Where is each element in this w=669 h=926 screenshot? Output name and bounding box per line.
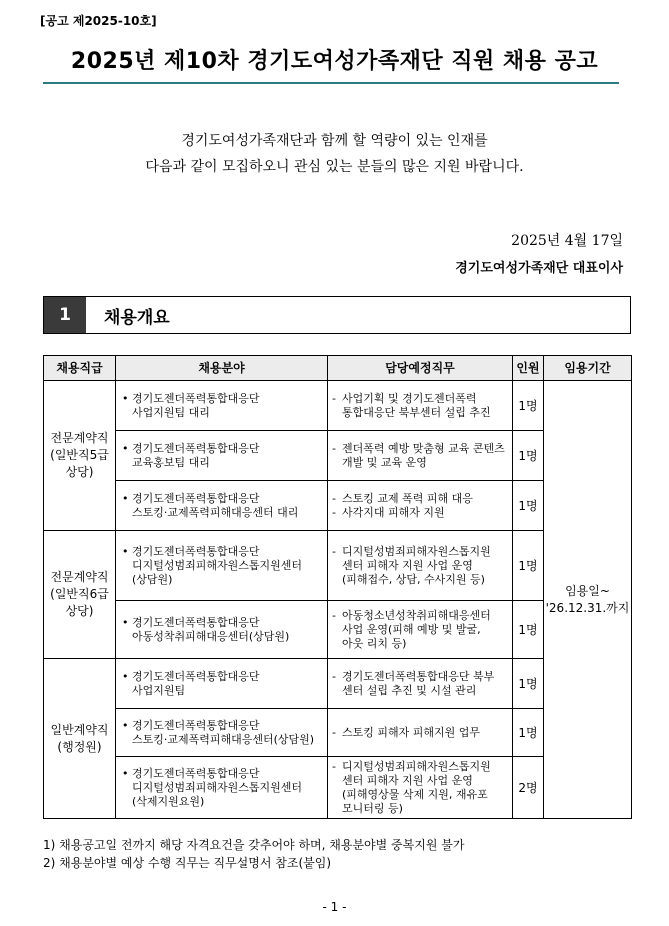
field-cell <box>116 381 328 431</box>
field-cell <box>116 659 328 709</box>
dash-marker: - <box>332 441 336 455</box>
text-line: 경기도젠더폭력통합대응단 <box>132 391 260 405</box>
text-line: (피해접수, 상담, 수사지원 등) <box>342 572 485 586</box>
text-line: 사업 운영(피해 예방 및 발굴, <box>342 622 481 636</box>
duty-text <box>342 506 508 520</box>
text-line: 아동청소년성착취피해대응센터 <box>342 608 491 622</box>
field-cell <box>116 481 328 531</box>
text-line: 스토킹·교제폭력피해대응센터 대리 <box>132 505 299 519</box>
table-row <box>44 381 632 431</box>
page-title: 2025년 제10차 경기도여성가족재단 직원 채용 공고 <box>70 49 599 74</box>
footnotes <box>43 836 464 872</box>
section-title: 채용개요 <box>104 307 170 328</box>
text-line: 경기도젠더폭력통합대응단 <box>132 718 260 732</box>
field-text <box>132 719 323 747</box>
duty-item <box>332 670 508 698</box>
duty-item <box>332 760 508 816</box>
duty-text <box>342 545 508 587</box>
text-line: 센터 피해자 지원 사업 운영 <box>342 773 473 787</box>
dash-marker: - <box>332 759 336 773</box>
duty-text <box>342 442 508 470</box>
bullet-marker: • <box>122 544 129 558</box>
text-line: 사각지대 피해자 지원 <box>342 505 445 519</box>
text-line: 사업기획 및 경기도젠더폭력 <box>342 391 477 405</box>
recruitment-table <box>43 355 632 819</box>
text-line: 전문계약직 <box>50 570 109 584</box>
text-line: 전문계약직 <box>50 431 109 445</box>
intro-line: 경기도여성가족재단과 함께 할 역량이 있는 인재를 <box>181 133 488 149</box>
text-line: (피해영상물 삭제 지원, 재유포 <box>342 787 488 801</box>
text-line: 일반계약직 <box>50 722 109 737</box>
duty-text <box>342 392 508 420</box>
text-line: 센터 설립 추진 및 시설 관리 <box>342 683 477 697</box>
field-cell <box>116 601 328 659</box>
duty-item <box>332 492 508 506</box>
headcount-cell: 1명 <box>513 531 544 601</box>
duty-text <box>342 670 508 698</box>
title-divider <box>43 82 619 84</box>
field-text <box>132 545 323 587</box>
field-text <box>132 492 323 520</box>
duty-cell <box>328 757 513 819</box>
field-item <box>122 616 323 644</box>
headcount-cell: 1명 <box>513 601 544 659</box>
text-line: (행정원) <box>57 739 102 754</box>
field-cell <box>116 431 328 481</box>
text-line: 개발 및 교육 운영 <box>342 455 427 469</box>
duty-text <box>342 609 508 651</box>
notice-number: [공고 제2025-10호] <box>40 14 157 28</box>
bullet-marker: • <box>122 391 129 405</box>
field-item <box>122 670 323 698</box>
text-line: (일반직5급 <box>50 448 109 462</box>
bullet-marker: • <box>122 669 129 683</box>
text-line: 상당) <box>65 604 94 618</box>
duty-cell <box>328 601 513 659</box>
section-number: 1 <box>44 297 86 333</box>
bullet-marker: • <box>122 491 129 505</box>
text-line: 경기도젠더폭력통합대응단 <box>132 441 260 455</box>
section-header <box>43 296 631 334</box>
headcount-cell: 1명 <box>513 709 544 757</box>
field-item <box>122 392 323 420</box>
table-row <box>44 601 632 659</box>
footnote: 2) 채용분야별 예상 수행 직무는 직무설명서 참조(붙임) <box>43 856 332 870</box>
text-line: 경기도젠더폭력통합대응단 <box>132 615 260 629</box>
table-row <box>44 709 632 757</box>
headcount-cell: 1명 <box>513 481 544 531</box>
field-text <box>132 767 323 809</box>
table-row <box>44 531 632 601</box>
field-cell <box>116 757 328 819</box>
duty-item <box>332 442 508 470</box>
duty-text <box>342 726 508 740</box>
duty-cell <box>328 659 513 709</box>
duty-item <box>332 545 508 587</box>
column-header: 담당예정직무 <box>328 356 513 381</box>
duty-cell <box>328 709 513 757</box>
duty-item <box>332 726 508 740</box>
text-line: 디지털성범죄피해자원스톱지원 <box>342 544 491 558</box>
field-item <box>122 767 323 809</box>
announcement-date: 2025년 4월 17일 <box>511 233 623 249</box>
column-header: 인원 <box>513 356 544 381</box>
text-line: 젠더폭력 예방 맞춤형 교육 콘텐츠 <box>342 441 505 455</box>
text-line: 아웃 리치 등) <box>342 636 407 650</box>
text-line: 스토킹 피해자 피해지원 업무 <box>342 725 481 739</box>
footnote: 1) 채용공고일 전까지 해당 자격요건을 갖추어야 하며, 채용분야별 중복지원 불가 <box>43 838 465 852</box>
text-line: 스토킹 교제 폭력 피해 대응 <box>342 491 473 505</box>
duty-cell <box>328 531 513 601</box>
column-header: 채용직급 <box>44 356 116 381</box>
text-line: 통합대응단 북부센터 설립 추진 <box>342 405 491 419</box>
field-text <box>132 392 323 420</box>
duty-text <box>342 492 508 506</box>
text-line: 경기도젠더폭력통합대응단 북부 <box>342 669 495 683</box>
text-line: 센터 피해자 지원 사업 운영 <box>342 558 473 572</box>
dash-marker: - <box>332 669 336 683</box>
text-line: '26.12.31.까지 <box>545 600 630 615</box>
page-number: - 1 - <box>322 900 347 914</box>
field-item <box>122 442 323 470</box>
text-line: 디지털성범죄피해자원스톱지원 <box>342 759 491 773</box>
text-line: 상당) <box>65 465 94 479</box>
text-line: 임용일~ <box>565 583 610 598</box>
table-row <box>44 757 632 819</box>
headcount-cell: 1명 <box>513 381 544 431</box>
bullet-marker: • <box>122 615 129 629</box>
headcount-cell: 1명 <box>513 659 544 709</box>
dash-marker: - <box>332 491 336 505</box>
dash-marker: - <box>332 544 336 558</box>
intro-text <box>0 128 669 180</box>
duty-text <box>342 760 508 816</box>
table-header-row <box>44 356 632 381</box>
intro-line: 다음과 같이 모집하오니 관심 있는 분들의 많은 지원 바랍니다. <box>145 159 524 175</box>
text-line: 경기도젠더폭력통합대응단 <box>132 491 260 505</box>
dash-marker: - <box>332 608 336 622</box>
duty-cell <box>328 381 513 431</box>
field-text <box>132 616 323 644</box>
headcount-cell: 2명 <box>513 757 544 819</box>
appointment-period-cell <box>544 381 632 819</box>
text-line: 디지털성범죄피해자원스톱지원센터 <box>132 780 303 794</box>
text-line: 아동성착취피해대응센터(상담원) <box>132 629 290 643</box>
text-line: 교육홍보팀 대리 <box>132 455 210 469</box>
table-row <box>44 659 632 709</box>
field-text <box>132 442 323 470</box>
text-line: 경기도젠더폭력통합대응단 <box>132 669 260 683</box>
field-text <box>132 670 323 698</box>
text-line: 스토킹·교제폭력피해대응센터(상담원) <box>132 732 315 746</box>
bullet-marker: • <box>122 766 129 780</box>
issuer: 경기도여성가족재단 대표이사 <box>455 261 623 276</box>
dash-marker: - <box>332 725 336 739</box>
job-grade-cell <box>44 381 116 531</box>
text-line: 사업지원팀 <box>132 683 186 697</box>
duty-item <box>332 609 508 651</box>
text-line: 디지털성범죄피해자원스톱지원센터 <box>132 558 303 572</box>
duty-item <box>332 506 508 520</box>
field-item <box>122 492 323 520</box>
bullet-marker: • <box>122 718 129 732</box>
field-item <box>122 545 323 587</box>
duty-item <box>332 392 508 420</box>
table-row <box>44 431 632 481</box>
text-line: 모니터링 등) <box>342 801 403 815</box>
field-cell <box>116 709 328 757</box>
dash-marker: - <box>332 505 336 519</box>
text-line: (일반직6급 <box>50 587 109 601</box>
duty-cell <box>328 481 513 531</box>
bullet-marker: • <box>122 441 129 455</box>
column-header: 채용분야 <box>116 356 328 381</box>
job-grade-cell <box>44 531 116 659</box>
headcount-cell: 1명 <box>513 431 544 481</box>
table-row <box>44 481 632 531</box>
text-line: 경기도젠더폭력통합대응단 <box>132 544 260 558</box>
text-line: (삭제지원요원) <box>132 794 205 808</box>
job-grade-cell <box>44 659 116 819</box>
dash-marker: - <box>332 391 336 405</box>
text-line: (상담원) <box>132 572 173 586</box>
field-item <box>122 719 323 747</box>
field-cell <box>116 531 328 601</box>
column-header: 임용기간 <box>544 356 632 381</box>
text-line: 사업지원팀 대리 <box>132 405 210 419</box>
text-line: 경기도젠더폭력통합대응단 <box>132 766 260 780</box>
duty-cell <box>328 431 513 481</box>
